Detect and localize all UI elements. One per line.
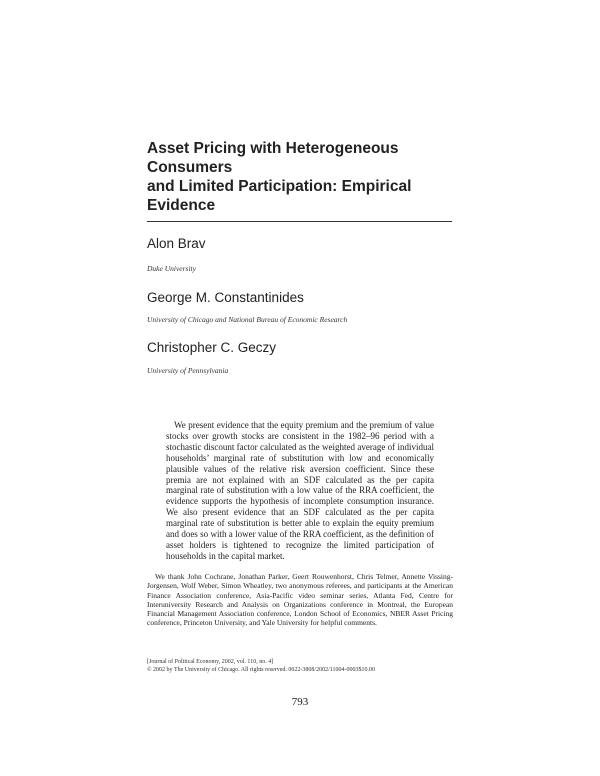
author-affiliation: University of Chicago and National Bureau of Economic Research: [147, 315, 348, 324]
author-name: Christopher C. Geczy: [147, 340, 277, 355]
author-affiliation: Duke University: [147, 264, 196, 273]
copyright-line: © 2002 by The University of Chicago. All rights reserved. 0022-3808/2002/11004-0003$10.00: [147, 667, 376, 673]
title-line-1: Asset Pricing with Heterogeneous Consumers: [147, 140, 399, 176]
paper-title: [147, 139, 467, 215]
author-affiliation: University of Pennsylvania: [147, 366, 229, 375]
page-number: 793: [291, 696, 309, 708]
journal-citation: [Journal of Political Economy, 2002, vol. 110, no. 4]: [147, 659, 274, 665]
acknowledgments-footnote: We thank John Cochrane, Jonathan Parker, Geert Rouwenhorst, Chris Telmer, Annette Vissing-Jorgensen, Wolf Weber, Simon Wheatley, two anonymous referees, and participants at the American Finance Association conference, Asia-Pacific video seminar series, Atlanta Fed, Centre for Interuniversity Research and Analysis on Organizations conference in Montreal, the European Financial Management Association conference, London School of Economics, NBER Asset Pricing conference, Princeton University, and Yale University for helpful comments.: [147, 572, 453, 628]
title-line-2: and Limited Participation: Empirical Evidence: [147, 178, 412, 214]
title-rule: [147, 221, 452, 222]
author-name: Alon Brav: [147, 236, 206, 251]
author-name: George M. Constantinides: [147, 290, 304, 305]
abstract: We present evidence that the equity premium and the premium of value stocks over growth stocks are consistent in the 1982–96 period with a stochastic discount factor calculated as the weighted average of individual households’ marginal rate of substitution with low and economically plausible values of the relative risk aversion coefficient. Since these premia are not explained with an SDF calculated as the per capita marginal rate of substitution with a low value of the RRA coefficient, the evidence supports the hypothesis of incomplete consumption insurance. We also present evidence that an SDF calculated as the per capita marginal rate of substitution is better able to explain the equity premium and does so with a lower value of the RRA coefficient, as the definition of asset holders is tightened to recognize the limited participation of households in the capital market.: [166, 420, 434, 561]
